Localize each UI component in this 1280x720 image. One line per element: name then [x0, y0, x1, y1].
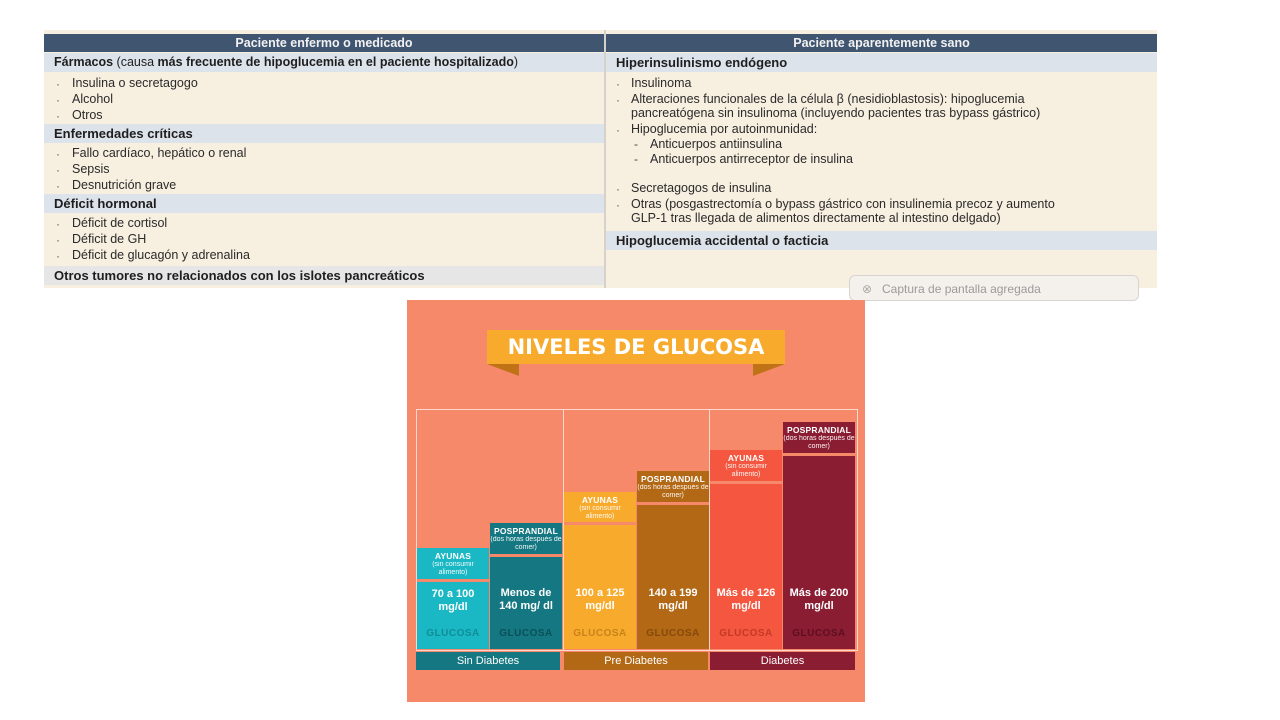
bar-divider [637, 502, 709, 505]
bar-divider [710, 481, 782, 484]
list-item: Secretagogos de insulina [631, 181, 772, 195]
bullet: · [616, 182, 620, 196]
glucosa-label: GLUCOSA [426, 628, 480, 639]
list-item: Hipoglucemia por autoinmunidad: [631, 122, 818, 136]
bar-pre-diabetes-ayunas [564, 492, 636, 649]
bullet: · [56, 93, 60, 107]
bar-value: Menos de 140 mg/ dl [499, 587, 553, 612]
bar-header [564, 492, 636, 521]
list-item: GLP-1 tras llegada de alimentos directamente al intestino delgado) [631, 211, 1001, 225]
section-farmacos-end: ) [513, 55, 519, 69]
bar-sublabel: (dos horas después de comer) [783, 435, 855, 450]
bar-divider [564, 522, 636, 525]
bar-header [637, 471, 709, 500]
bullet: · [56, 179, 60, 193]
section-title: Otros tumores no relacionados con los islotes pancreáticos [44, 266, 604, 285]
bullet: · [616, 123, 620, 137]
list-item: Otros [72, 108, 103, 122]
list-item: Sepsis [72, 162, 110, 176]
bar-header [490, 523, 562, 552]
bar-value: 140 a 199 mg/dl [648, 587, 698, 612]
left-column [44, 30, 604, 288]
ribbon-fold-left [487, 364, 519, 376]
infographic-title: NIVELES DE GLUCOSA [487, 330, 785, 364]
bar-value: Más de 200 mg/dl [789, 587, 849, 612]
list-item: Alteraciones funcionales de la célula β (nesidioblastosis): hipoglucemia [631, 92, 1025, 106]
list-item: Insulinoma [631, 76, 692, 90]
section-title: Déficit hormonal [44, 194, 604, 213]
list-item: Alcohol [72, 92, 113, 106]
list-item: Déficit de cortisol [72, 216, 168, 230]
bar-label: POSPRANDIAL [640, 474, 706, 484]
glucosa-label: GLUCOSA [573, 628, 627, 639]
bar-sublabel: (sin consumir alimento) [579, 505, 621, 520]
bar-sublabel: (sin consumir alimento) [725, 463, 767, 478]
section-farmacos-bold: más frecuente de hipoglucemia en el paciente hospitalizado [157, 55, 514, 69]
bar-sin-diabetes-ayunas [417, 548, 489, 649]
bullet: · [616, 77, 620, 91]
category-pre-diabetes: Pre Diabetes [564, 652, 708, 670]
list-item: Desnutrición grave [72, 178, 177, 192]
section-title: Enfermedades críticas [44, 124, 604, 143]
section-farmacos-name: Fármacos [54, 55, 114, 69]
bullet: · [56, 233, 60, 247]
bar-sublabel: (dos horas después de comer) [490, 536, 562, 551]
bar-header [710, 450, 782, 479]
list-item: Fallo cardíaco, hepático o renal [72, 146, 247, 160]
bar-divider [783, 453, 855, 456]
bar-divider [490, 554, 562, 557]
list-item: Otras (posgastrectomía o bypass gástrico con insulinemia precoz y aumento [631, 197, 1055, 211]
list-item: pancreatógena sin insulinoma (incluyendo pacientes tras bypass gástrico) [631, 106, 1041, 120]
section-title: Hiperinsulinismo endógeno [606, 53, 1157, 72]
bullet: · [616, 198, 620, 212]
bar-header [783, 422, 855, 451]
right-column-header: Paciente aparentemente sano [606, 34, 1157, 52]
bar-label: POSPRANDIAL [493, 526, 559, 536]
glucosa-label: GLUCOSA [792, 628, 846, 639]
bar-diabetes-posprandial [783, 422, 855, 649]
bar-value: 100 a 125 mg/dl [575, 587, 625, 612]
bar-value: 70 a 100 mg/dl [431, 588, 475, 613]
screenshot-added-tag [849, 275, 1139, 301]
category-diabetes: Diabetes [710, 652, 855, 670]
list-item: Déficit de glucagón y adrenalina [72, 248, 250, 262]
bullet: · [56, 109, 60, 123]
right-column [606, 30, 1157, 288]
bullet: · [56, 217, 60, 231]
glucosa-label: GLUCOSA [646, 628, 700, 639]
list-item: Anticuerpos antiinsulina [650, 137, 783, 151]
left-column-header: Paciente enfermo o medicado [44, 34, 604, 52]
list-item: Insulina o secretagogo [72, 76, 198, 90]
glucose-levels-infographic [407, 300, 865, 702]
section-title: Hipoglucemia accidental o facticia [606, 231, 1157, 250]
glucosa-label: GLUCOSA [719, 628, 773, 639]
bar-label: AYUNAS [434, 551, 472, 561]
hypoglycemia-causes-table [44, 30, 1157, 296]
bar-pre-diabetes-posprandial [637, 471, 709, 649]
list-item: Anticuerpos antirreceptor de insulina [650, 152, 853, 166]
bullet: · [56, 249, 60, 263]
bar-value: Más de 126 mg/dl [716, 587, 776, 612]
bar-header [417, 548, 489, 577]
dash: - [634, 152, 638, 166]
bullet: · [56, 163, 60, 177]
category-sin-diabetes: Sin Diabetes [416, 652, 560, 670]
bar-sublabel: (dos horas después de comer) [637, 484, 709, 499]
section-farmacos-title [44, 53, 604, 72]
ribbon-fold-right [753, 364, 785, 376]
bullet: · [56, 77, 60, 91]
bar-divider [417, 579, 489, 582]
glucosa-label: GLUCOSA [499, 628, 553, 639]
bar-sin-diabetes-posprandial [490, 523, 562, 649]
bar-diabetes-ayunas [710, 450, 782, 649]
bar-label: AYUNAS [581, 495, 619, 505]
bar-sublabel: (sin consumir alimento) [432, 561, 474, 576]
bar-label: POSPRANDIAL [786, 425, 852, 435]
dash: - [634, 137, 638, 151]
bar-label: AYUNAS [727, 453, 765, 463]
list-item: Déficit de GH [72, 232, 147, 246]
bullet: · [56, 147, 60, 161]
camera-icon: ⊗ [862, 282, 873, 296]
screenshot-added-label: Captura de pantalla agregada [882, 282, 1041, 296]
section-farmacos-paren: (causa [113, 55, 158, 69]
bullet: · [616, 93, 620, 107]
